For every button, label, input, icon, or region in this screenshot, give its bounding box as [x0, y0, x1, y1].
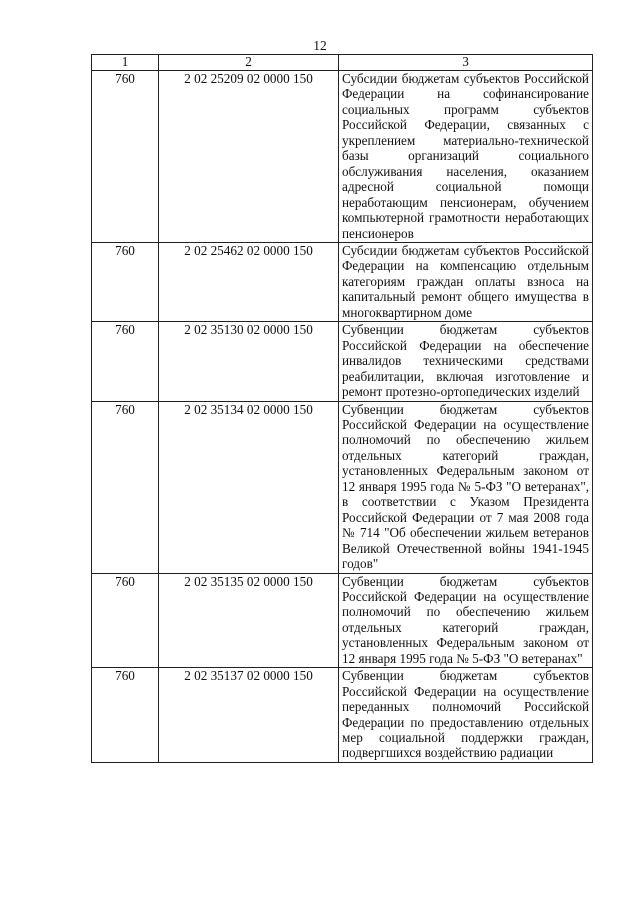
administrator-code: 760: [92, 573, 159, 668]
page-number: 12: [313, 38, 327, 53]
budget-classification-code: 2 02 35135 02 0000 150: [159, 573, 339, 668]
column-number-3: 3: [339, 55, 593, 71]
revenue-name: Субсидии бюджетам субъектов Российской Федерации на компенсацию отдельным категориям граждан оплаты взноса на капитальный ремонт общего имущества в многоквартирном доме: [339, 242, 593, 321]
revenue-name: Субвенции бюджетам субъектов Российской Федерации на осуществление полномочий по обеспечению жильем отдельных категорий граждан, установленных Федеральным законом от 12 января 1995 года № 5-ФЗ "О ветеранах", в соответствии с Указом Президента Российской Федерации от 7 мая 2008 года № 714 "Об обеспечении жильем ветеранов Великой Отечественной войны 1941-1945 годов": [339, 401, 593, 573]
revenue-name: Субвенции бюджетам субъектов Российской Федерации на осуществление полномочий по обеспечению жильем отдельных категорий граждан, установленных Федеральным законом от 12 января 1995 года № 5-ФЗ "О ветеранах": [339, 573, 593, 668]
column-number-2: 2: [159, 55, 339, 71]
budget-revenue-table: [91, 54, 593, 763]
revenue-name: Субсидии бюджетам субъектов Российской Федерации на софинансирование социальных программ субъектов Российской Федерации, связанных с укреплением материально-технической базы организаций социального обслуживания населения, оказанием адресной социальной помощи неработающим пенсионерам, обучением компьютерной грамотности неработающих пенсионеров: [339, 71, 593, 243]
administrator-code: 760: [92, 71, 159, 243]
budget-classification-code: 2 02 35137 02 0000 150: [159, 668, 339, 763]
table-row: [92, 573, 593, 668]
administrator-code: 760: [92, 242, 159, 321]
administrator-code: 760: [92, 668, 159, 763]
table-row: [92, 71, 593, 243]
table-row: [92, 322, 593, 401]
budget-classification-code: 2 02 25209 02 0000 150: [159, 71, 339, 243]
budget-classification-code: 2 02 25462 02 0000 150: [159, 242, 339, 321]
budget-classification-code: 2 02 35134 02 0000 150: [159, 401, 339, 573]
table-row: [92, 668, 593, 763]
column-number-1: 1: [92, 55, 159, 71]
administrator-code: 760: [92, 401, 159, 573]
revenue-name: Субвенции бюджетам субъектов Российской Федерации на осуществление переданных полномочий Российской Федерации по предоставлению отдельных мер социальной поддержки граждан, подвергшихся воздействию радиации: [339, 668, 593, 763]
budget-classification-code: 2 02 35130 02 0000 150: [159, 322, 339, 401]
table-row: [92, 401, 593, 573]
administrator-code: 760: [92, 322, 159, 401]
revenue-name: Субвенции бюджетам субъектов Российской Федерации на обеспечение инвалидов техническими средствами реабилитации, включая изготовление и ремонт протезно-ортопедических изделий: [339, 322, 593, 401]
table-row: [92, 242, 593, 321]
column-number-row: [92, 55, 593, 71]
